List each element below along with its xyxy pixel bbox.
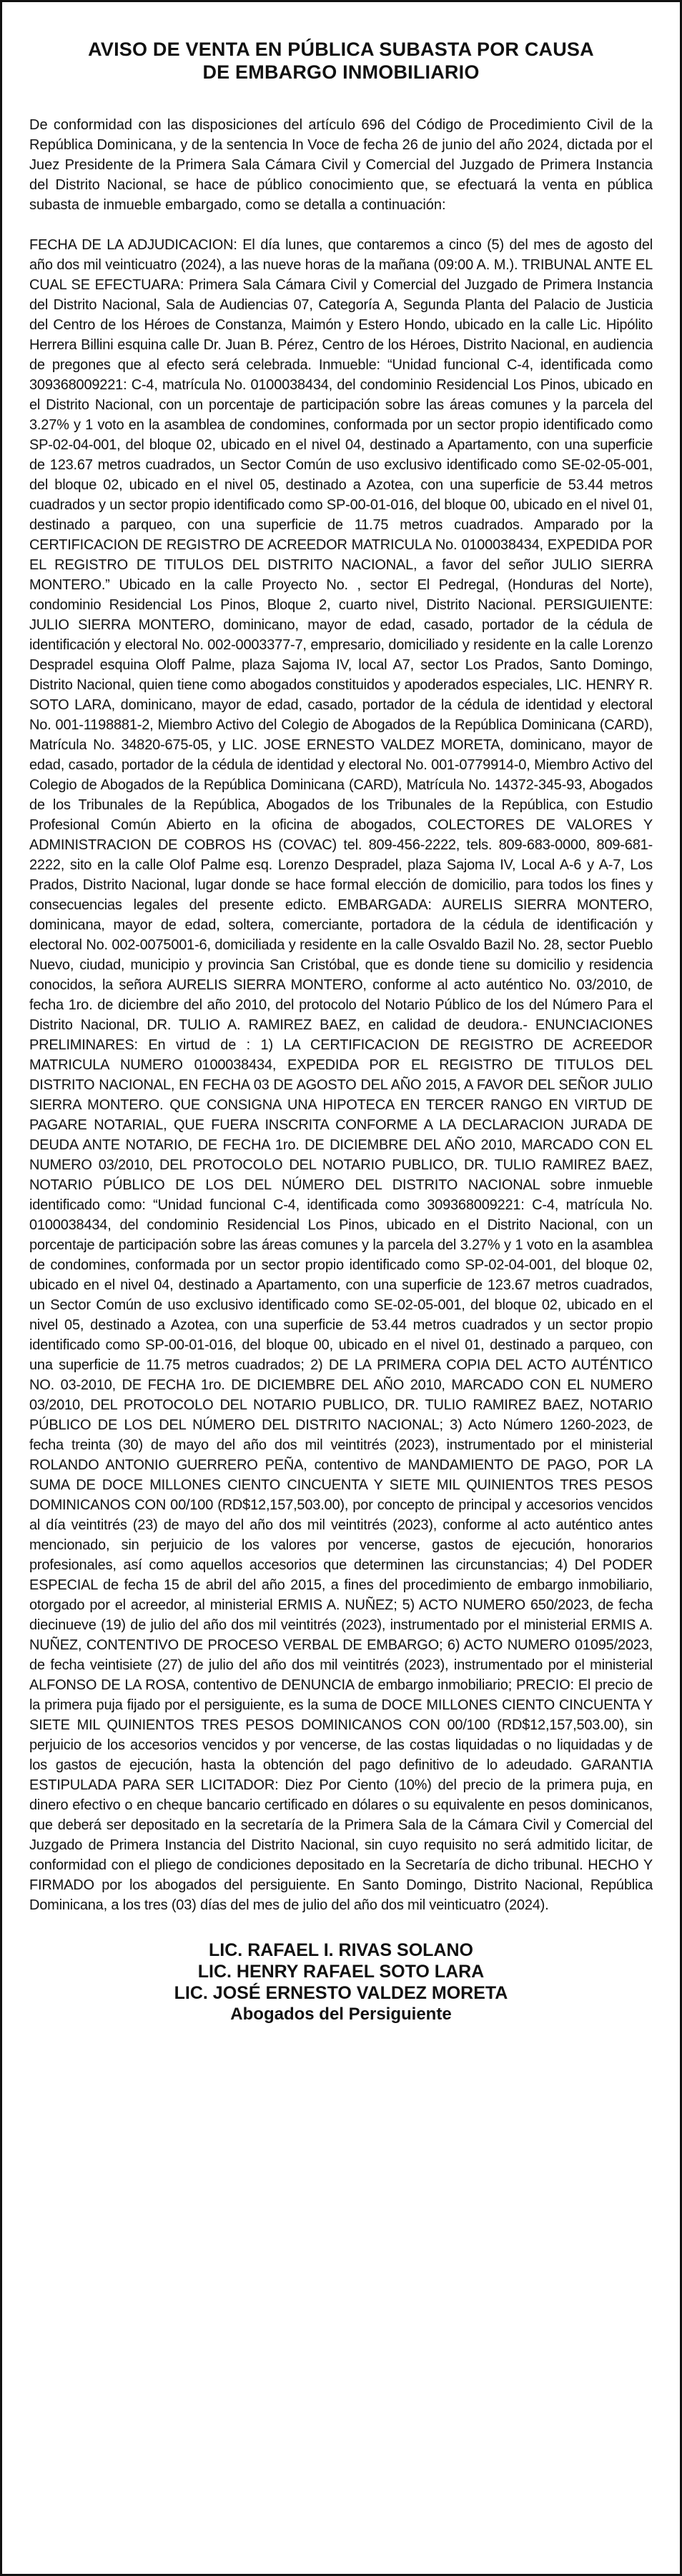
notice-title — [29, 38, 653, 84]
body-paragraph: FECHA DE LA ADJUDICACION: El día lunes, que contaremos a cinco (5) del mes de agosto del año dos mil veinticuatro (2024), a las nueve horas de la mañana (09:00 A. M.). TRIBUNAL ANTE EL CUAL SE EFECTUARA: Primera Sala Cámara Civil y Comercial del Juzgado de Primera Instancia del Distrito Nacional, Sala de Audiencias 07, Categoría A, Segunda Planta del Palacio de Justicia del Centro de los Héroes de Constanza, Maimón y Estero Hondo, ubicado en la calle Lic. Hipólito Herrera Billini esquina calle Dr. Juan B. Pérez, Centro de los Héroes, Distrito Nacional, en audiencia de pregones que al efecto será celebrada. Inmueble: “Unidad funcional C-4, identificada como 309368009221: C-4, matrícula No. 0100038434, del condominio Residencial Los Pinos, ubicado en el Distrito Nacional, con un porcentaje de participación sobre las áreas comunes y la parcela del 3.27% y 1 voto en la asamblea de condomines, conformada por un sector propio identificado como SP-02-04-001, del bloque 02, ubicado en el nivel 04, destinado a Apartamento, con una superficie de 123.67 metros cuadrados, un Sector Común de uso exclusivo identificado como SE-02-05-001, del bloque 02, ubicado en el nivel 05, destinado a Azotea, con una superficie de 53.44 metros cuadrados y un sector propio identificado como SP-00-01-016, del bloque 00, ubicado en el nivel 01, destinado a parqueo, con una superficie de 11.75 metros cuadrados. Amparado por la CERTIFICACION DE REGISTRO DE ACREEDOR MATRICULA No. 0100038434, EXPEDIDA POR EL REGISTRO DE TITULOS DEL DISTRITO NACIONAL, a favor del señor JULIO SIERRA MONTERO.” Ubicado en la calle Proyecto No. , sector El Pedregal, (Honduras del Norte), condominio Residencial Los Pinos, Bloque 2, cuarto nivel, Distrito Nacional. PERSIGUIENTE: JULIO SIERRA MONTERO, dominicano, mayor de edad, casado, portador de la cédula de identificación y electoral No. 002-0003377-7, empresario, domiciliado y residente en la calle Lorenzo Despradel esquina Oloff Palme, plaza Sajoma IV, local A7, sector Los Prados, Santo Domingo, Distrito Nacional, quien tiene como abogados constituidos y apoderados especiales, LIC. HENRY R. SOTO LARA, dominicano, mayor de edad, casado, portador de la cédula de identidad y electoral No. 001-1198881-2, Miembro Activo del Colegio de Abogados de la República Dominicana (CARD), Matrícula No. 34820-675-05, y LIC. JOSE ERNESTO VALDEZ MORETA, dominicano, mayor de edad, casado, portador de la cédula de identidad y electoral No. 001-0779914-0, Miembro Activo del Colegio de Abogados de la República Dominicana (CARD), Matrícula No. 14372-345-93, Abogados de los Tribunales de la República, Abogados de los Tribunales de la República, con Estudio Profesional Común Abierto en la oficina de abogados, COLECTORES DE VALORES Y ADMINISTRACION DE COBROS HS (COVAC) tel. 809-456-2222, tels. 809-683-0000, 809-681-2222, sito en la calle Olof Palme esq. Lorenzo Despradel, plaza Sajoma IV, Local A-6 y A-7, Los Prados, Distrito Nacional, lugar donde se hace formal elección de domicilio, para todos los fines y consecuencias legales del presente edicto. EMBARGADA: AURELIS SIERRA MONTERO, dominicana, mayor de edad, soltera, comerciante, portadora de la cédula de identificación y electoral No. 002-0075001-6, domiciliada y residente en la calle Osvaldo Bazil No. 28, sector Pueblo Nuevo, ciudad, municipio y provincia San Cristóbal, que es donde tiene su domicilio y residencia conocidos, la señora AURELIS SIERRA MONTERO, conforme al acto auténtico No. 03/2010, de fecha 1ro. de diciembre del año 2010, del protocolo del Notario Público de los del Número Para el Distrito Nacional, DR. TULIO A. RAMIREZ BAEZ, en calidad de deudora.- ENUNCIACIONES PRELIMINARES: En virtud de : 1) LA CERTIFICACION DE REGISTRO DE ACREEDOR MATRICULA NUMERO 0100038434, EXPEDIDA POR EL REGISTRO DE TITULOS DEL DISTRITO NACIONAL, EN FECHA 03 DE AGOSTO DEL AÑO 2015, A FAVOR DEL SEÑOR JULIO SIERRA MONTERO. QUE CONSIGNA UNA HIPOTECA EN TERCER RANGO EN VIRTUD DE PAGARE NOTARIAL, QUE FUERA INSCRITA CONFORME A LA DECLARACION JURADA DE DEUDA ANTE NOTARIO, DE FECHA 1ro. DE DICIEMBRE DEL AÑO 2010, MARCADO CON EL NUMERO 03/2010, DEL PROTOCOLO DEL NOTARIO PUBLICO, DR. TULIO RAMIREZ BAEZ, NOTARIO PÚBLICO DE LOS DEL NÚMERO DEL DISTRITO NACIONAL sobre inmueble identificado como: “Unidad funcional C-4, identificada como 309368009221: C-4, matrícula No. 0100038434, del condominio Residencial Los Pinos, ubicado en el Distrito Nacional, con un porcentaje de participación sobre las áreas comunes y la parcela del 3.27% y 1 voto en la asamblea de condomines, conformada por un sector propio identificado como SP-02-04-001, del bloque 02, ubicado en el nivel 04, destinado a Apartamento, con una superficie de 123.67 metros cuadrados, un Sector Común de uso exclusivo identificado como SE-02-05-001, del bloque 02, ubicado en el nivel 05, destinado a Azotea, con una superficie de 53.44 metros cuadrados y un sector propio identificado como SP-00-01-016, del bloque 00, ubicado en el nivel 01, destinado a parqueo, con una superficie de 11.75 metros cuadrados; 2) DE LA PRIMERA COPIA DEL ACTO AUTÉNTICO NO. 03-2010, DE FECHA 1ro. DE DICIEMBRE DEL AÑO 2010, MARCADO CON EL NUMERO 03/2010, DEL PROTOCOLO DEL NOTARIO PUBLICO, DR. TULIO RAMIREZ BAEZ, NOTARIO PÚBLICO DE LOS DEL NÚMERO DEL DISTRITO NACIONAL; 3) Acto Número 1260-2023, de fecha treinta (30) de mayo del año dos mil veintitrés (2023), instrumentado por el ministerial ROLANDO ANTONIO GUERRERO PEÑA, contentivo de MANDAMIENTO DE PAGO, POR LA SUMA DE DOCE MILLONES CIENTO CINCUENTA Y SIETE MIL QUINIENTOS TRES PESOS DOMINICANOS CON 00/100 (RD$12,157,503.00), por concepto de principal y accesorios vencidos al día veintitrés (23) de mayo del año dos mil veintitrés (2023), conforme al acto auténtico antes mencionado, sin perjuicio de los valores por vencerse, gastos de ejecución, honorarios profesionales, así como aquellos accesorios que determinen las circunstancias; 4) Del PODER ESPECIAL de fecha 15 de abril del año 2015, a fines del procedimiento de embargo inmobiliario, otorgado por el acreedor, al ministerial ERMIS A. NUÑEZ; 5) ACTO NUMERO 650/2023, de fecha diecinueve (19) de julio del año dos mil veintitrés (2023), instrumentado por el ministerial ERMIS A. NUÑEZ, CONTENTIVO DE PROCESO VERBAL DE EMBARGO; 6) ACTO NUMERO 01095/2023, de fecha veintisiete (27) de julio del año dos mil veintitrés (2023), instrumentado por el ministerial ALFONSO DE LA ROSA, contentivo de DENUNCIA de embargo inmobiliario; PRECIO: El precio de la primera puja fijado por el persiguiente, es la suma de DOCE MILLONES CIENTO CINCUENTA Y SIETE MIL QUINIENTOS TRES PESOS DOMINICANOS CON 00/100 (RD$12,157,503.00), sin perjuicio de los accesorios vencidos y por vencerse, de las costas liquidadas o no liquidadas y de los gastos de ejecución, hasta la obtención del pago definitivo de lo adeudado. GARANTIA ESTIPULADA PARA SER LICITADOR: Diez Por Ciento (10%) del precio de la primera puja, en dinero efectivo o en cheque bancario certificado en dólares o su equivalente en pesos dominicanos, que deberá ser depositado en la secretaría de la Primera Sala de la Cámara Civil y Comercial del Juzgado de Primera Instancia del Distrito Nacional, sin cuyo requisito no será admitido licitar, de conformidad con el pliego de condiciones depositado en la Secretaría de dicho tribunal. HECHO Y FIRMADO por los abogados del persiguiente. En Santo Domingo, Distrito Nacional, República Dominicana, a los tres (03) días del mes de julio del año dos mil veinticuatro (2024). — [29, 237, 653, 1913]
intro-paragraph: De conformidad con las disposiciones del artículo 696 del Código de Procedimiento Civil de la República Dominicana, y de la sentencia In Voce de fecha 26 de junio del año 2024, dictada por el Juez Presidente de la Primera Sala Cámara Civil y Comercial del Juzgado de Primera Instancia del Distrito Nacional, se hace de público conocimiento que, se efectuará la venta en pública subasta de inmueble embargado, como se detalla a continuación: — [29, 117, 653, 213]
signatory-role: Abogados del Persiguiente — [230, 2005, 452, 2024]
signatory-rivas: LIC. RAFAEL I. RIVAS SOLANO — [209, 1940, 473, 1960]
signatory-valdez: LIC. JOSÉ ERNESTO VALDEZ MORETA — [174, 1983, 508, 2003]
title-line-1: AVISO DE VENTA EN PÚBLICA SUBASTA POR CAUSA — [88, 39, 594, 60]
signatory-soto: LIC. HENRY RAFAEL SOTO LARA — [197, 1962, 485, 1982]
signature-block — [29, 1940, 653, 2025]
title-line-2: DE EMBARGO INMOBILIARIO — [202, 61, 480, 83]
